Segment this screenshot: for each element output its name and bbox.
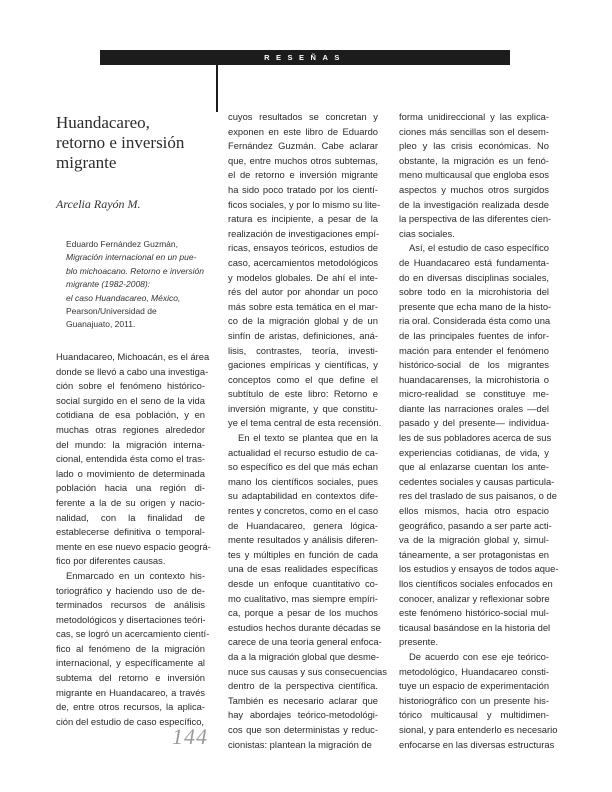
text-line: subtema del retorno e inversión	[56, 672, 205, 684]
text-line: sinfín de aristas, definiciones, aná-	[228, 329, 378, 341]
text-line: experiencias cotidianas, de vida, y	[399, 446, 549, 458]
text-line: pasado y del presente— individua-	[399, 417, 549, 429]
bibliographic-reference	[66, 238, 216, 332]
text-line: tes y múltiples en función de cada	[228, 548, 378, 560]
text-line: fico al fenómeno de la migración	[56, 642, 205, 654]
text-line: carece de una teoría general enfoca-	[228, 636, 382, 648]
text-line: de la investigación realizada desde	[399, 198, 549, 210]
text-line: migrante en Huandacareo, a través	[56, 686, 205, 698]
text-line: de Huandacareo, genera lógica-	[228, 519, 378, 531]
text-line: va de la migración global y, simul-	[399, 534, 549, 546]
text-line: que, entre muchos otros subtemas,	[228, 154, 378, 166]
text-line: cuyos resultados se concretan y	[228, 111, 378, 122]
title-line: migrante	[56, 153, 117, 172]
text-line: de las principales fuentes de infor-	[399, 329, 549, 341]
text-line: do en diversas disciplinas sociales,	[399, 271, 549, 283]
text-line: realización de investigaciones empí-	[228, 227, 380, 239]
text-line: ferente a la de su origen y nacio-	[56, 496, 205, 508]
text-line: aspectos y muchos otros surgidos	[399, 183, 549, 195]
body-column-1	[56, 350, 211, 729]
text-line: que al enlazarse cuentan los ante-	[399, 461, 549, 473]
text-line: ciones más sencillas son el desem-	[399, 125, 549, 137]
text-line: De acuerdo con ese eje teórico-	[409, 650, 549, 662]
text-line: ficos sociales, y por lo mismo su lite-	[228, 198, 381, 210]
text-line: dentro de la perspectiva científica.	[228, 680, 378, 692]
text-line: conceptos como el que define el	[228, 373, 378, 385]
text-line: enfocarse en las diversas estructuras	[399, 738, 555, 750]
text-line: del mundo: la migración interna-	[56, 438, 205, 450]
text-line: rentes y concretos, como en el caso	[228, 505, 379, 517]
text-line: tuye un espacio de experimentación	[399, 680, 550, 692]
text-line: ratura es incipiente, a pesar de la	[228, 213, 378, 225]
text-line: inversión migrante, y que constitu-	[228, 402, 378, 414]
text-line: terminados recursos de análisis	[56, 599, 205, 611]
section-header-bar	[100, 50, 510, 65]
text-line: pleo y las crisis económicas. No	[399, 140, 549, 152]
text-line: Así, el estudio de caso específico	[409, 242, 549, 254]
text-line: lisis, contrastes, teoría, investi-	[228, 344, 378, 356]
text-line: cotidiana de esa población, y en	[56, 409, 205, 421]
text-line: y modelos globales. De ahí el inte-	[228, 271, 378, 283]
text-line: También es necesario aclarar que	[228, 694, 378, 706]
text-line: conocer, analizar y reflexionar sobre	[399, 592, 550, 604]
bib-line: Migración internacional en un pue-	[66, 252, 197, 263]
text-line: Huandacareo, Michoacán, es el área	[56, 351, 210, 362]
text-line: tórico multicausal y multidimen-	[399, 709, 549, 721]
text-line: lado o movimiento de determinada	[56, 467, 205, 479]
text-line: metodológicos y disertaciones teóri-	[56, 613, 206, 625]
text-line: histórico-social de los migrantes	[399, 359, 549, 371]
text-line: este fenómeno histórico-social mul-	[399, 607, 549, 619]
text-line: ye el tema central de esta recensión.	[228, 417, 382, 429]
text-line: Fernández Guzmán. Cabe aclarar	[228, 140, 378, 152]
text-line: micro-realidad se constituye me-	[399, 388, 549, 400]
text-line: historiográfico con un presente his-	[399, 694, 549, 706]
text-line: da a la migración global que desme-	[228, 650, 380, 662]
text-line: social surgido en el seno de la vida	[56, 394, 205, 406]
text-line: cional, entendida ésta como el tras-	[56, 453, 205, 465]
text-line: ción sobre el fenómeno histórico-	[56, 380, 205, 392]
text-line: mo cualitativo, mas siempre empíri-	[228, 592, 378, 604]
text-line: más sobre esta temática en el mar-	[228, 300, 378, 312]
text-line: hay abordajes teórico-metodológi-	[228, 709, 378, 721]
text-line: presente que echa mano de la histo-	[399, 300, 552, 312]
text-line: internacional, y específicamente al	[56, 657, 205, 669]
text-line: mente resultados y análisis diferen-	[228, 534, 378, 546]
text-line: desde un enfoque cuantitativo co-	[228, 578, 378, 589]
text-line: cas, se logró un acercamiento cientí-	[56, 628, 210, 640]
text-line: caso, acercamientos metodológicos	[228, 256, 378, 268]
text-line: ticausal basándose en la historia del	[399, 621, 551, 633]
text-line: mano los científicos sociales, pues	[228, 475, 378, 487]
text-line: población hacia una región di-	[56, 482, 205, 494]
text-line: exponen en este libro de Eduardo	[228, 125, 378, 137]
text-line: su adaptabilidad en contextos dife-	[228, 490, 378, 502]
bib-line: Guanajuato, 2011.	[66, 319, 136, 330]
text-line: estudios hechos durante décadas se	[228, 621, 381, 633]
text-line: el de retorno e inversión migrante	[228, 169, 378, 181]
text-line: donde se llevó a cabo una investiga-	[56, 365, 209, 377]
text-line: geográfico, pasando a ser parte acti-	[399, 519, 552, 531]
text-line: la perspectiva de las diferentes cien-	[399, 213, 552, 225]
body-column-3	[399, 110, 559, 752]
text-line: huandacarenses, la microhistoria o	[399, 373, 549, 385]
text-line: meno multicausal que engloba esos	[399, 169, 549, 181]
text-line: de, entre otros recursos, la aplica-	[56, 701, 205, 713]
section-label: RESEÑAS	[264, 53, 346, 62]
text-line: so específico es del que más echan	[228, 461, 378, 473]
body-column-2	[228, 110, 387, 752]
bib-line: Eduardo Fernández Guzmán,	[66, 239, 178, 249]
page-number: 144	[172, 724, 208, 749]
text-line: toriográfico y haciendo uso de de-	[56, 584, 205, 596]
text-line: actualidad el recurso estudio de ca-	[228, 446, 378, 458]
text-line: cedentes sociales y causas particula-	[399, 475, 555, 487]
article-title	[56, 113, 206, 173]
text-line: ricas, ensayos teóricos, estudios de	[228, 242, 378, 254]
title-line: retorno e inversión	[56, 133, 185, 152]
text-line: táneamente, a ser protagonistas en	[399, 548, 549, 560]
text-line: subtítulo de este libro: Retorno e	[228, 388, 378, 400]
text-line: sional, y para entenderlo es necesario	[399, 723, 558, 735]
bib-line: el caso Huandacareo, México,	[66, 292, 181, 303]
text-line: ción del estudio de caso específico,	[56, 715, 205, 727]
text-line: los estudios y ensayos de todos aque-	[399, 563, 559, 575]
text-line: gaciones empíricas y científicas, y	[228, 359, 378, 371]
text-line: presente.	[399, 636, 439, 648]
text-line: ellos mismos, hacia otro espacio	[399, 505, 549, 517]
text-line: nalidad, con la finalidad de	[56, 511, 205, 523]
text-line: En el texto se plantea que en la	[238, 432, 378, 444]
text-line: sobre todo en la microhistoria del	[399, 286, 549, 298]
text-line: establecerse definitiva o temporal-	[56, 526, 205, 538]
text-line: de Huandacareo está fundamenta-	[399, 256, 549, 268]
author-name: Arcelia Rayón M.	[56, 197, 141, 211]
bib-line: Pearson/Universidad de	[66, 306, 157, 317]
text-line: ca, porque a pesar de los muchos	[228, 607, 378, 619]
text-line: les de sus pobladores acerca de sus	[399, 432, 552, 444]
text-line: fico por diferentes causas.	[56, 555, 166, 567]
text-line: nuce sus causas y sus consecuencias	[228, 665, 387, 677]
text-line: co de la migración global y de un	[228, 315, 378, 327]
vertical-rule	[216, 65, 218, 112]
bib-line: blo michoacano. Retorno e inversión	[66, 265, 204, 276]
text-line: mación para entender el fenómeno	[399, 344, 549, 356]
text-line: cos que son deterministas y reduc-	[228, 723, 378, 735]
text-line: obstante, la migración es un fenó-	[399, 154, 549, 166]
text-line: muchas otras regiones alrededor	[56, 423, 205, 435]
text-line: forma unidireccional y las explica-	[399, 111, 549, 122]
text-line: diante las narraciones orales —del	[399, 402, 549, 414]
text-line: rés del autor por ahondar un poco	[228, 286, 378, 298]
text-line: llos científicos sociales enfocados en	[399, 578, 553, 589]
bib-line: migrante (1982-2008):	[66, 279, 151, 290]
text-line: cias sociales.	[399, 227, 455, 239]
text-line: una de esas realidades específicas	[228, 563, 378, 575]
text-line: ha sido poco tratado por los cientí-	[228, 183, 378, 195]
text-line: cionistas: plantean la migración de	[228, 738, 372, 750]
text-line: res del traslado de sus paisanos, o de	[399, 490, 557, 502]
text-line: ria oral. Considerada ésta como una	[399, 315, 551, 327]
title-line: Huandacareo,	[56, 113, 150, 132]
text-line: Enmarcado en un contexto his-	[66, 569, 205, 581]
text-line: metodológico, Huandacareo consti-	[399, 665, 549, 677]
text-line: mente en ese nuevo espacio geográ-	[56, 540, 211, 552]
